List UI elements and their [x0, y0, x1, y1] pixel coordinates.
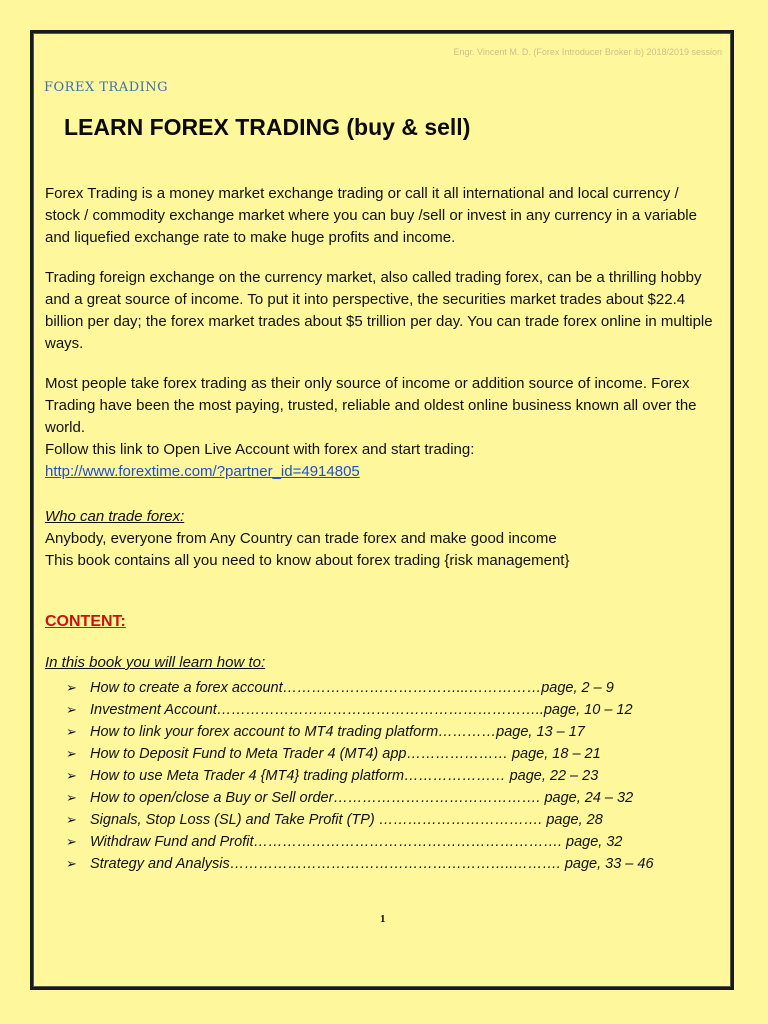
- toc-item: ➢ Investment Account…………………………………………………………..page, 10 – 12: [66, 699, 654, 721]
- intro-paragraph: Forex Trading is a money market exchange trading or call it all international and local currency / stock / commodity exchange market where you can buy /sell or invest in any currency in a variable and liquefied exchange rate to make huge profits and income.: [45, 185, 697, 246]
- page-number: 1: [380, 913, 386, 925]
- who-line-1: Anybody, everyone from Any Country can trade forex and make good income: [45, 530, 557, 547]
- who-section: [45, 506, 715, 572]
- arrow-right-icon: ➢: [66, 746, 77, 761]
- arrow-right-icon: ➢: [66, 856, 77, 871]
- arrow-right-icon: ➢: [66, 834, 77, 849]
- income-paragraph: Most people take forex trading as their only source of income or addition source of income. Forex Trading have been the most paying, trusted, reliable and oldest online business known all over the world.: [45, 375, 697, 436]
- toc-intro: In this book you will learn how to:: [45, 654, 266, 671]
- arrow-right-icon: ➢: [66, 812, 77, 827]
- who-heading: Who can trade forex:: [45, 508, 185, 525]
- market-paragraph: Trading foreign exchange on the currency market, also called trading forex, can be a thrilling hobby and a great source of income. To put it into perspective, the securities market trades about $22.4 billion per day; the forex market trades about $5 trillion per day. You can trade forex online in multiple ways.: [45, 269, 713, 352]
- toc-item: ➢ Withdraw Fund and Profit………………………………………………………. page, 32: [66, 831, 654, 853]
- arrow-right-icon: ➢: [66, 790, 77, 805]
- toc-item: ➢ Strategy and Analysis…………………………………………………..………. page, 33 – 46: [66, 853, 654, 875]
- page-title: LEARN FOREX TRADING (buy & sell): [64, 114, 471, 140]
- arrow-right-icon: ➢: [66, 768, 77, 783]
- arrow-right-icon: ➢: [66, 680, 77, 695]
- who-line-2: This book contains all you need to know about forex trading {risk management}: [45, 552, 570, 569]
- toc-item: ➢ How to link your forex account to MT4 trading platform…………page, 13 – 17: [66, 721, 654, 743]
- brand-label: FOREX TRADING: [44, 80, 169, 95]
- follow-text: Follow this link to Open Live Account with forex and start trading:: [45, 441, 475, 458]
- arrow-right-icon: ➢: [66, 724, 77, 739]
- toc-item: ➢ How to use Meta Trader 4 {MT4} trading platform………………… page, 22 – 23: [66, 765, 654, 787]
- income-section: [45, 373, 715, 483]
- header-note: Engr. Vincent M. D. (Forex Introducer Broker ib) 2018/2019 session: [453, 47, 722, 57]
- toc-list: [66, 677, 654, 875]
- partner-link[interactable]: http://www.forextime.com/?partner_id=4914805: [45, 463, 360, 480]
- toc-item: ➢ How to Deposit Fund to Meta Trader 4 (MT4) app………………… page, 18 – 21: [66, 743, 654, 765]
- content-heading: CONTENT:: [45, 613, 126, 630]
- toc-item: ➢ Signals, Stop Loss (SL) and Take Profit (TP) ……………………………. page, 28: [66, 809, 654, 831]
- arrow-right-icon: ➢: [66, 702, 77, 717]
- toc-item: ➢ How to open/close a Buy or Sell order……………………………………. page, 24 – 32: [66, 787, 654, 809]
- toc-item: ➢ How to create a forex account………………………………...……………page, 2 – 9: [66, 677, 654, 699]
